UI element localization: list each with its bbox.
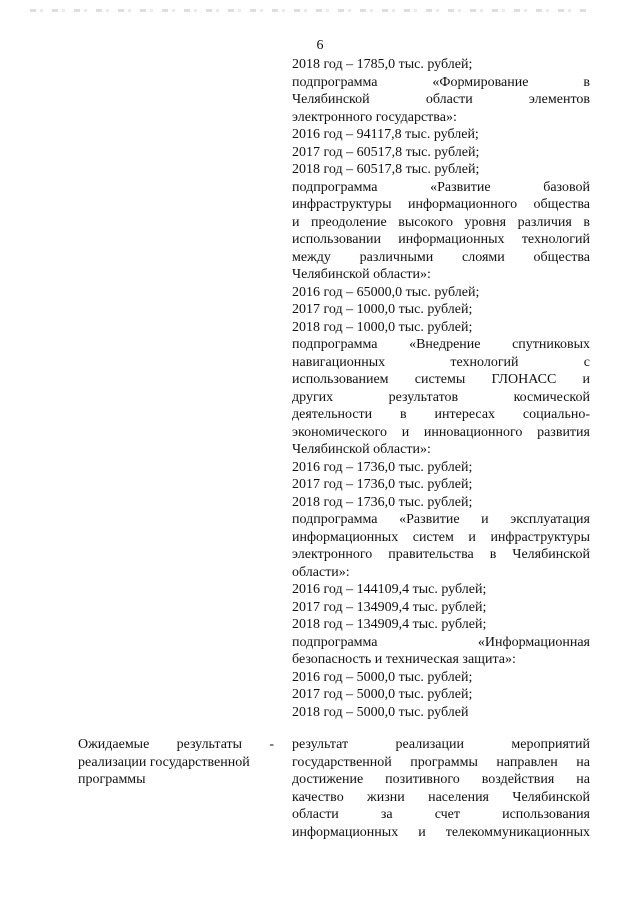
results-label-line: реализации государственной (78, 754, 250, 770)
funding-line: 2016 год – 65000,0 тыс. рублей; (292, 284, 480, 300)
funding-line: Челябинской области»: (292, 442, 431, 457)
funding-line: экономического и инновационного развития (292, 424, 590, 440)
results-text-line: области за счет использования (292, 807, 590, 822)
funding-line: 2018 год – 1736,0 тыс. рублей; (292, 494, 473, 510)
funding-line: 2017 год – 5000,0 тыс. рублей; (292, 687, 473, 702)
expected-results-label (78, 736, 274, 789)
results-label-line: Ожидаемые результаты - (78, 737, 274, 752)
funding-line: 2018 год – 134909,4 тыс. рублей; (292, 617, 487, 632)
funding-line: 2017 год – 60517,8 тыс. рублей; (292, 144, 480, 160)
funding-line: подпрограмма «Внедрение спутниковых (292, 337, 590, 352)
funding-line: подпрограмма «Развитие базовой (292, 179, 590, 195)
funding-line: электронного государства»: (292, 109, 457, 125)
scan-artifact (30, 9, 590, 12)
funding-line: инфраструктуры информационного общества (292, 197, 590, 212)
funding-line: между различными слоями общества (292, 249, 590, 265)
funding-line: других результатов космической (292, 389, 590, 405)
funding-line: использованием системы ГЛОНАСС и (292, 372, 590, 387)
results-text-line: государственной программы направлен на (292, 754, 590, 770)
results-text-line: качество жизни населения Челябинской (292, 789, 590, 805)
funding-line: 2017 год – 1000,0 тыс. рублей; (292, 302, 473, 317)
funding-section (292, 56, 590, 721)
funding-line: 2018 год – 60517,8 тыс. рублей; (292, 162, 480, 177)
funding-line: безопасность и техническая защита»: (292, 652, 516, 667)
funding-line: деятельности в интересах социально- (292, 407, 590, 422)
funding-line: подпрограмма «Развитие и эксплуатация (292, 512, 590, 527)
funding-line: навигационных технологий с (292, 354, 590, 370)
funding-line: и преодоление высокого уровня различия в (292, 214, 590, 230)
funding-line: области»: (292, 564, 350, 580)
funding-line: использовании информационных технологий (292, 232, 590, 247)
funding-line: 2016 год – 1736,0 тыс. рублей; (292, 459, 473, 475)
funding-line: 2017 год – 134909,4 тыс. рублей; (292, 599, 487, 615)
funding-line: 2018 год – 5000,0 тыс. рублей (292, 704, 469, 720)
funding-line: информационных систем и инфраструктуры (292, 529, 590, 545)
results-text-line: достижение позитивного воздействия на (292, 772, 590, 787)
funding-line: Челябинской области»: (292, 267, 431, 282)
funding-line: 2018 год – 1000,0 тыс. рублей; (292, 319, 473, 335)
funding-line: 2017 год – 1736,0 тыс. рублей; (292, 477, 473, 492)
funding-line: Челябинской области элементов (292, 92, 590, 107)
funding-line: подпрограмма «Формирование в (292, 74, 590, 90)
results-text-line: результат реализации мероприятий (292, 737, 590, 752)
funding-line: подпрограмма «Информационная (292, 634, 590, 650)
results-text-line: информационных и телекоммуникационных (292, 824, 590, 840)
results-label-line: программы (78, 772, 146, 787)
funding-line: 2016 год – 5000,0 тыс. рублей; (292, 669, 473, 685)
page-number: 6 (316, 38, 324, 53)
funding-line: 2016 год – 94117,8 тыс. рублей; (292, 127, 479, 142)
funding-line: 2016 год – 144109,4 тыс. рублей; (292, 582, 487, 597)
funding-line: электронного правительства в Челябинской (292, 547, 590, 562)
funding-line: 2018 год – 1785,0 тыс. рублей; (292, 57, 473, 72)
expected-results-text (292, 736, 590, 841)
